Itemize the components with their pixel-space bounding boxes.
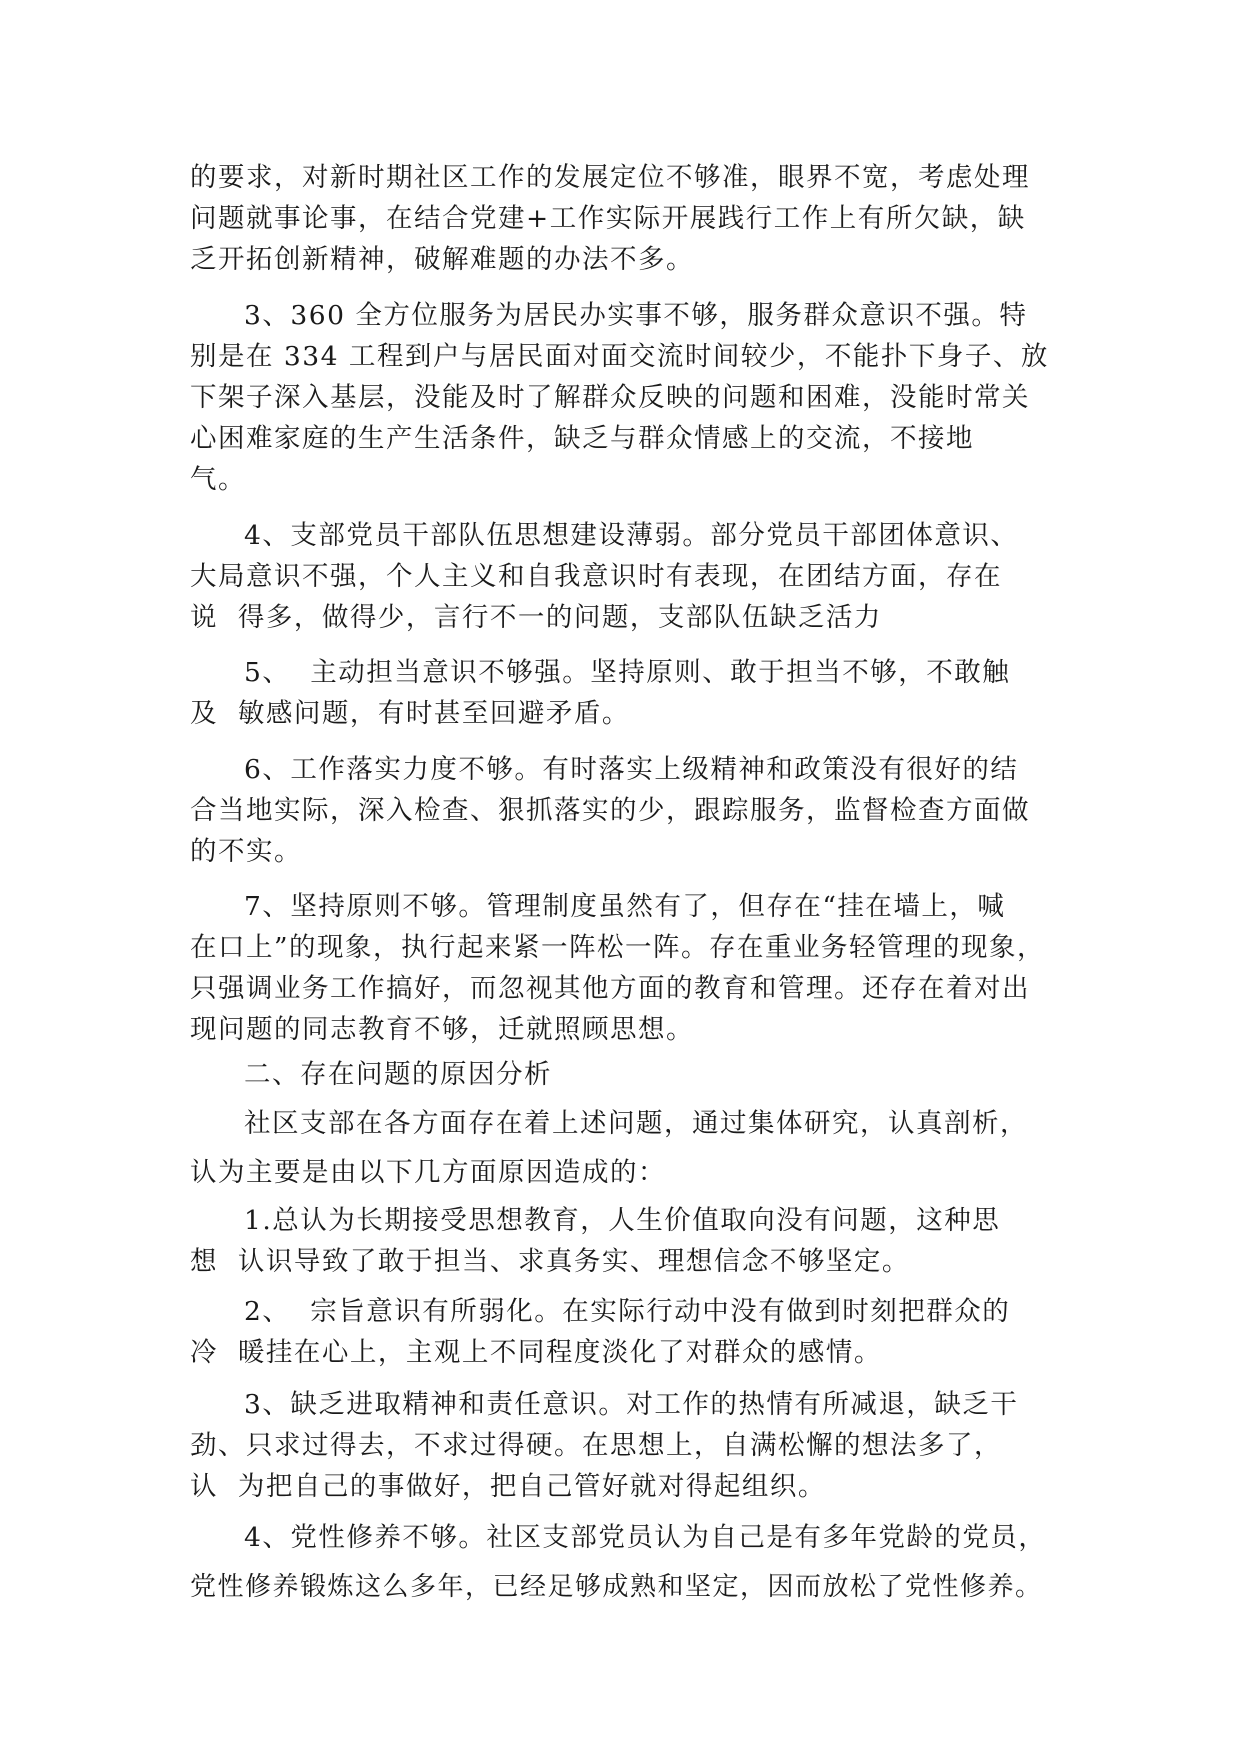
text-line: 6、工作落实力度不够。有时落实上级精神和政策没有很好的结 <box>244 754 1019 785</box>
text-line: 现问题的同志教育不够，迁就照顾思想。 <box>190 1014 694 1045</box>
text-line: 2、 宗旨意识有所弱化。在实际行动中没有做到时刻把群众的 <box>244 1296 1011 1327</box>
text-line: 5、 主动担当意识不够强。坚持原则、敢于担当不够，不敢触 <box>244 657 1011 688</box>
text-line: 想 认识导致了敢于担当、求真务实、理想信念不够坚定。 <box>190 1246 910 1277</box>
text-line: 3、缺乏进取精神和责任意识。对工作的热情有所减退，缺乏干 <box>244 1389 1019 1420</box>
text-line: 大局意识不强，个人主义和自我意识时有表现，在团结方面，存在 <box>190 561 1002 592</box>
text-line: 1.总认为长期接受思想教育，人生价值取向没有问题，这种思 <box>244 1205 1001 1236</box>
text-line: 在口上”的现象，执行起来紧一阵松一阵。存在重业务轻管理的现象， <box>190 932 1046 963</box>
text-line: 4、党性修养不够。社区支部党员认为自己是有多年党龄的党员， <box>244 1522 1047 1553</box>
text-line: 3、360 全方位服务为居民办实事不够，服务群众意识不强。特 <box>244 300 1028 331</box>
text-line: 的要求，对新时期社区工作的发展定位不够准，眼界不宽，考虑处理 <box>190 162 1030 193</box>
text-line: 乏开拓创新精神，破解难题的办法不多。 <box>190 244 694 275</box>
text-line: 冷 暖挂在心上，主观上不同程度淡化了对群众的感情。 <box>190 1337 882 1368</box>
section-heading: 二、存在问题的原因分析 <box>244 1059 552 1090</box>
text-line: 社区支部在各方面存在着上述问题，通过集体研究，认真剖析， <box>244 1108 1028 1139</box>
text-line: 及 敏感问题，有时甚至回避矛盾。 <box>190 698 630 729</box>
text-line: 问题就事论事，在结合党建+工作实际开展践行工作上有所欠缺，缺 <box>190 203 1026 234</box>
text-line: 党性修养锻炼这么多年，已经足够成熟和坚定，因而放松了党性修养。 <box>190 1572 1043 1602</box>
text-line: 7、坚持原则不够。管理制度虽然有了，但存在“挂在墙上，喊 <box>244 891 1006 922</box>
text-line: 别是在 334 工程到户与居民面对面交流时间较少，不能扑下身子、放 <box>190 341 1049 372</box>
text-line: 劲、只求过得去，不求过得硬。在思想上，自满松懈的想法多了， <box>190 1430 1002 1461</box>
text-line: 气。 <box>190 464 246 495</box>
text-line: 心困难家庭的生产生活条件，缺乏与群众情感上的交流，不接地 <box>190 423 974 454</box>
text-line: 合当地实际，深入检查、狠抓落实的少，跟踪服务，监督检查方面做 <box>190 795 1030 826</box>
text-line: 认 为把自己的事做好，把自己管好就对得起组织。 <box>190 1471 826 1502</box>
text-line: 4、支部党员干部队伍思想建设薄弱。部分党员干部团体意识、 <box>244 520 1019 551</box>
text-line: 的不实。 <box>190 836 302 867</box>
text-line: 只强调业务工作搞好，而忽视其他方面的教育和管理。还存在着对出 <box>190 973 1030 1004</box>
text-line: 下架子深入基层，没能及时了解群众反映的问题和困难，没能时常关 <box>190 382 1030 413</box>
text-line: 认为主要是由以下几方面原因造成的： <box>190 1157 666 1188</box>
text-line: 说 得多，做得少，言行不一的问题，支部队伍缺乏活力 <box>190 602 882 633</box>
